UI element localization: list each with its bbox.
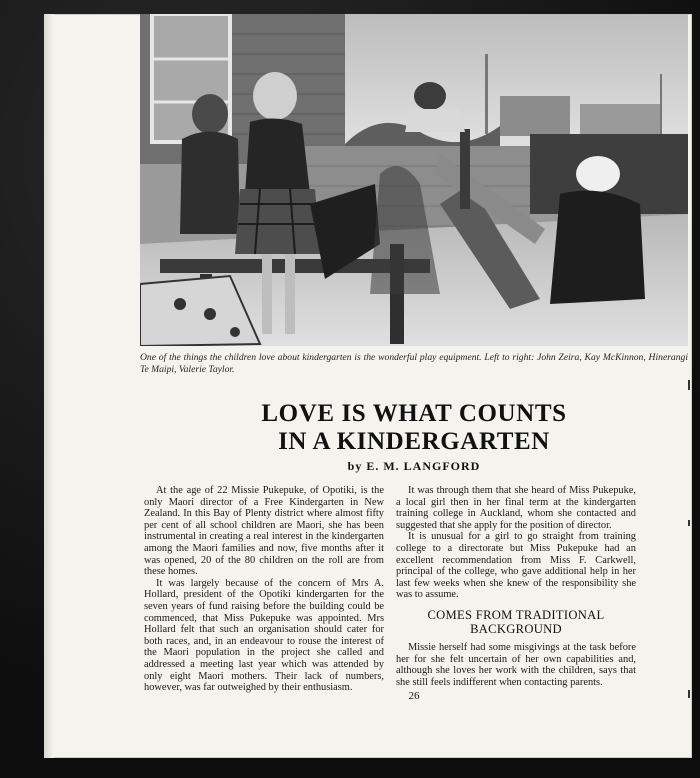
photo-illustration: [140, 14, 688, 346]
photo-caption: One of the things the children love about kindergarten is the wonderful play equipment. Left to right: John Zeira, Kay McKinnon, Hinerangi Te Maipi, Valerie Taylor.: [140, 352, 688, 375]
paragraph: It was through them that she heard of Miss Pukepuke, a local girl then in her final term at the kindergarten training college in Auckland, whom she contacted and suggested that she apply for the position of director.: [396, 485, 636, 531]
paragraph: It is unusual for a girl to go straight from training college to a directorate but Miss Pukepuke had an excellent recommendation from Miss F. Carkwell, principal of the college, who gave additional help in her last few weeks when she knew of the responsibility she was to assume.: [396, 531, 636, 601]
section-subheading: [396, 608, 636, 636]
article-column-2: [396, 485, 636, 688]
page-number: 26: [408, 690, 420, 702]
scan-mark: [688, 690, 690, 698]
kindergarten-photo: [140, 14, 688, 346]
byline: by E. M. LANGFORD: [347, 459, 481, 473]
subheading-line-2: BACKGROUND: [470, 621, 562, 636]
scan-mark: [688, 520, 690, 526]
title-line-2: IN A KINDERGARTEN: [278, 428, 550, 455]
subheading-line-1: COMES FROM TRADITIONAL: [427, 607, 605, 622]
article-column-1: [144, 485, 384, 694]
paragraph: At the age of 22 Missie Pukepuke, of Opotiki, is the only Maori director of a Free Kindergarten in New Zealand. In this Bay of Plenty district where almost fifty per cent of all school children are Maori, she has been instrumental in creating a real interest in the kindergarten among the Maori families and now, five months after it was opened, 20 of the 80 children on the roll are from these homes.: [144, 485, 384, 578]
paragraph: It was largely because of the concern of Mrs A. Hollard, president of the Opotiki kindergarten for the seven years of fund raising before the building could be commenced, that Miss Pukepuke was appointed. Mrs Hollard felt that such an organisation should cater for both races, and, in an endeavour to rouse the interest of the Maori population in the project she called and addressed a meeting last year which was attended by only eight Maori mothers. Their lack of numbers, however, was far outweighed by their enthusiasm.: [144, 577, 384, 694]
scan-mark: [688, 380, 690, 390]
title-line-1: LOVE IS WHAT COUNTS: [261, 400, 567, 427]
paragraph: Missie herself had some misgivings at the task before her for she felt uncertain of her own capabilities and, although she loves her work with the children, says that she still feels indifferent when contacting parents.: [396, 641, 636, 688]
magazine-page: [44, 14, 692, 758]
article-title: [140, 400, 688, 456]
page-edge-shadow: [44, 14, 54, 758]
